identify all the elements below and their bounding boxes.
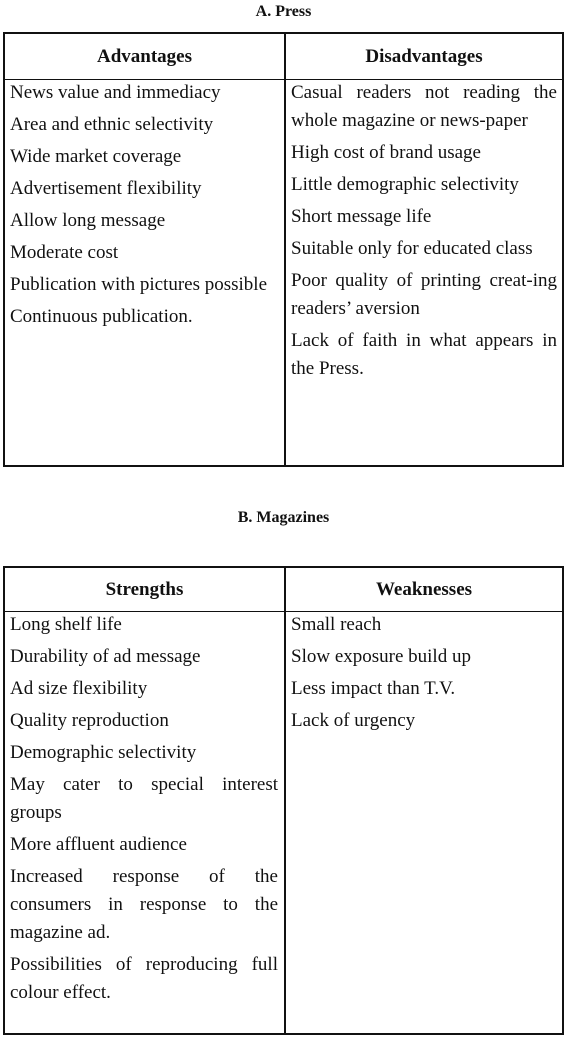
list-item: Short message life xyxy=(291,206,432,227)
list-item: News value and immediacy xyxy=(10,82,221,103)
list-item: Poor quality of printing creat-ing readers’ aversion xyxy=(291,270,557,319)
list-item: Long shelf life xyxy=(10,614,122,635)
list-item: Lack of urgency xyxy=(291,710,416,731)
list-item: Area and ethnic selectivity xyxy=(10,114,214,135)
list-item: Suitable only for educated class xyxy=(291,238,533,259)
list-item: Demographic selectivity xyxy=(10,742,197,763)
press-table xyxy=(3,32,564,467)
press-column-divider xyxy=(284,34,286,465)
list-item: Moderate cost xyxy=(10,242,119,263)
list-item: More affluent audience xyxy=(10,834,187,855)
list-item: Increased response of the consumers in response to the magazine ad. xyxy=(10,866,278,943)
list-item: Advertisement flexibility xyxy=(10,178,202,199)
magazines-strengths-list xyxy=(10,611,278,1011)
list-item: Slow exposure build up xyxy=(291,646,471,667)
magazines-column-divider xyxy=(284,568,286,1033)
magazines-strengths-header: Strengths xyxy=(105,579,184,600)
list-item: Little demographic selectivity xyxy=(291,174,519,195)
list-item: Ad size flexibility xyxy=(10,678,148,699)
list-item: Durability of ad message xyxy=(10,646,201,667)
list-item: Continuous publication. xyxy=(10,306,193,327)
list-item: May cater to special interest groups xyxy=(10,774,278,823)
list-item: Casual readers not reading the whole magazine or news-paper xyxy=(291,82,557,131)
list-item: Small reach xyxy=(291,614,382,635)
section-b-title: B. Magazines xyxy=(237,509,330,526)
list-item: Quality reproduction xyxy=(10,710,169,731)
magazines-weaknesses-list xyxy=(291,611,557,739)
press-advantages-list xyxy=(10,79,278,335)
list-item: Lack of faith in what appears in the Press. xyxy=(291,330,557,379)
press-advantages-header: Advantages xyxy=(96,46,192,67)
press-disadvantages-list xyxy=(291,79,557,387)
section-a-title: A. Press xyxy=(255,3,312,20)
list-item: Possibilities of reproducing full colour effect. xyxy=(10,954,278,1003)
list-item: Wide market coverage xyxy=(10,146,182,167)
list-item: High cost of brand usage xyxy=(291,142,481,163)
list-item: Allow long message xyxy=(10,210,166,231)
magazines-weaknesses-header: Weaknesses xyxy=(375,579,473,600)
list-item: Publication with pictures possible xyxy=(10,274,268,295)
magazines-table xyxy=(3,566,564,1035)
press-disadvantages-header: Disadvantages xyxy=(365,46,483,67)
list-item: Less impact than T.V. xyxy=(291,678,456,699)
